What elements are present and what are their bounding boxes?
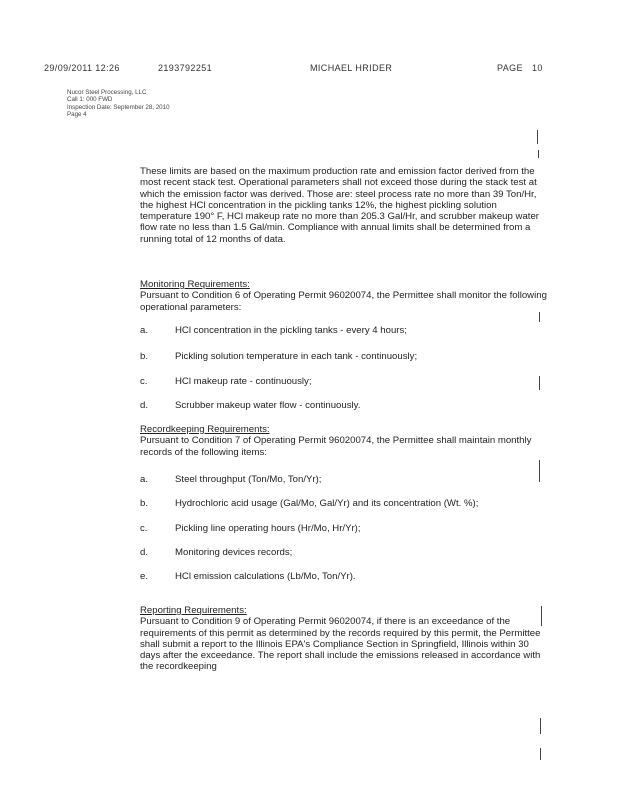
monitoring-text: Pursuant to Condition 6 of Operating Permit 96020074, the Permittee shall monitor the following operational parameters: bbox=[140, 290, 547, 313]
list-item: d. Scrubber makeup water flow - continuously. bbox=[140, 400, 361, 411]
recordkeeping-heading: Recordkeeping Requirements: bbox=[140, 424, 270, 435]
revision-mark bbox=[538, 150, 539, 158]
fax-datetime: 29/09/2011 12:26 bbox=[44, 63, 120, 73]
revision-mark bbox=[541, 606, 542, 626]
list-item: a. HCl concentration in the pickling tanks - every 4 hours; bbox=[140, 325, 407, 336]
list-item: a. Steel throughput (Ton/Mo, Ton/Yr); bbox=[140, 474, 322, 485]
recordkeeping-text: Pursuant to Condition 7 of Operating Permit 96020074, the Permittee shall maintain monthly records of the following items: bbox=[140, 435, 532, 458]
list-item: c. Pickling line operating hours (Hr/Mo, Hr/Yr); bbox=[140, 523, 361, 534]
monitoring-heading: Monitoring Requirements: bbox=[140, 279, 250, 290]
recordkeeping-section bbox=[140, 424, 550, 458]
reporting-section bbox=[140, 605, 550, 673]
company-name: Nucor Steel Processing, LLC bbox=[67, 89, 147, 96]
fax-sender: MICHAEL HRIDER bbox=[310, 63, 393, 73]
list-item: e. HCl emission calculations (Lb/Mo, Ton/Yr). bbox=[140, 571, 356, 582]
list-item: c. HCl makeup rate - continuously; bbox=[140, 376, 312, 387]
reporting-text: Pursuant to Condition 9 of Operating Permit 96020074, if there is an exceedance of the requirements of this permit as determined by the records required by this permit, the Permittee shall submit a report to the Illinois EPA's Compliance Section in Springfield, Illinois within 30 days after the exceedance. The report shall include the emissions released in accordance with the recordkeeping bbox=[140, 616, 541, 673]
revision-mark bbox=[540, 748, 541, 760]
list-item: b. Hydrochloric acid usage (Gal/Mo, Gal/Yr) and its concentration (Wt. %); bbox=[140, 498, 479, 509]
fax-phone: 2193792251 bbox=[158, 63, 213, 73]
list-item: b. Pickling solution temperature in each tank - continuously; bbox=[140, 351, 418, 362]
revision-mark bbox=[539, 312, 540, 322]
revision-mark bbox=[540, 718, 541, 734]
document-header bbox=[67, 89, 170, 118]
document-id: Call 1: 000 FWD bbox=[67, 96, 113, 104]
revision-mark bbox=[539, 376, 540, 390]
reporting-heading: Reporting Requirements: bbox=[140, 605, 247, 616]
list-item: d. Monitoring devices records; bbox=[140, 547, 293, 558]
intro-paragraph: These limits are based on the maximum production rate and emission factor derived from the most recent stack test. Operational parameters shall not exceed those during the stack test at which the emission factor was derived. Those are: steel process rate no more than 39 Ton/Hr, the highest HCl concentration in the pickling tanks 12%, the highest pickling solution temperature 190° F, HCl makeup rate no more than 205.3 Gal/Hr, and scrubber makeup water flow rate no less than 1.5 Gal/min. Compliance with annual limits shall be determined from a running total of 12 months of data. bbox=[140, 166, 539, 245]
monitoring-section bbox=[140, 279, 550, 313]
fax-page-label: PAGE bbox=[497, 63, 523, 73]
revision-mark bbox=[539, 460, 540, 482]
inspection-date: Inspection Date: September 28, 2010 bbox=[67, 103, 170, 111]
page-label: Page 4 bbox=[67, 110, 87, 118]
fax-page-number: 10 bbox=[532, 63, 543, 73]
revision-mark bbox=[537, 130, 538, 144]
